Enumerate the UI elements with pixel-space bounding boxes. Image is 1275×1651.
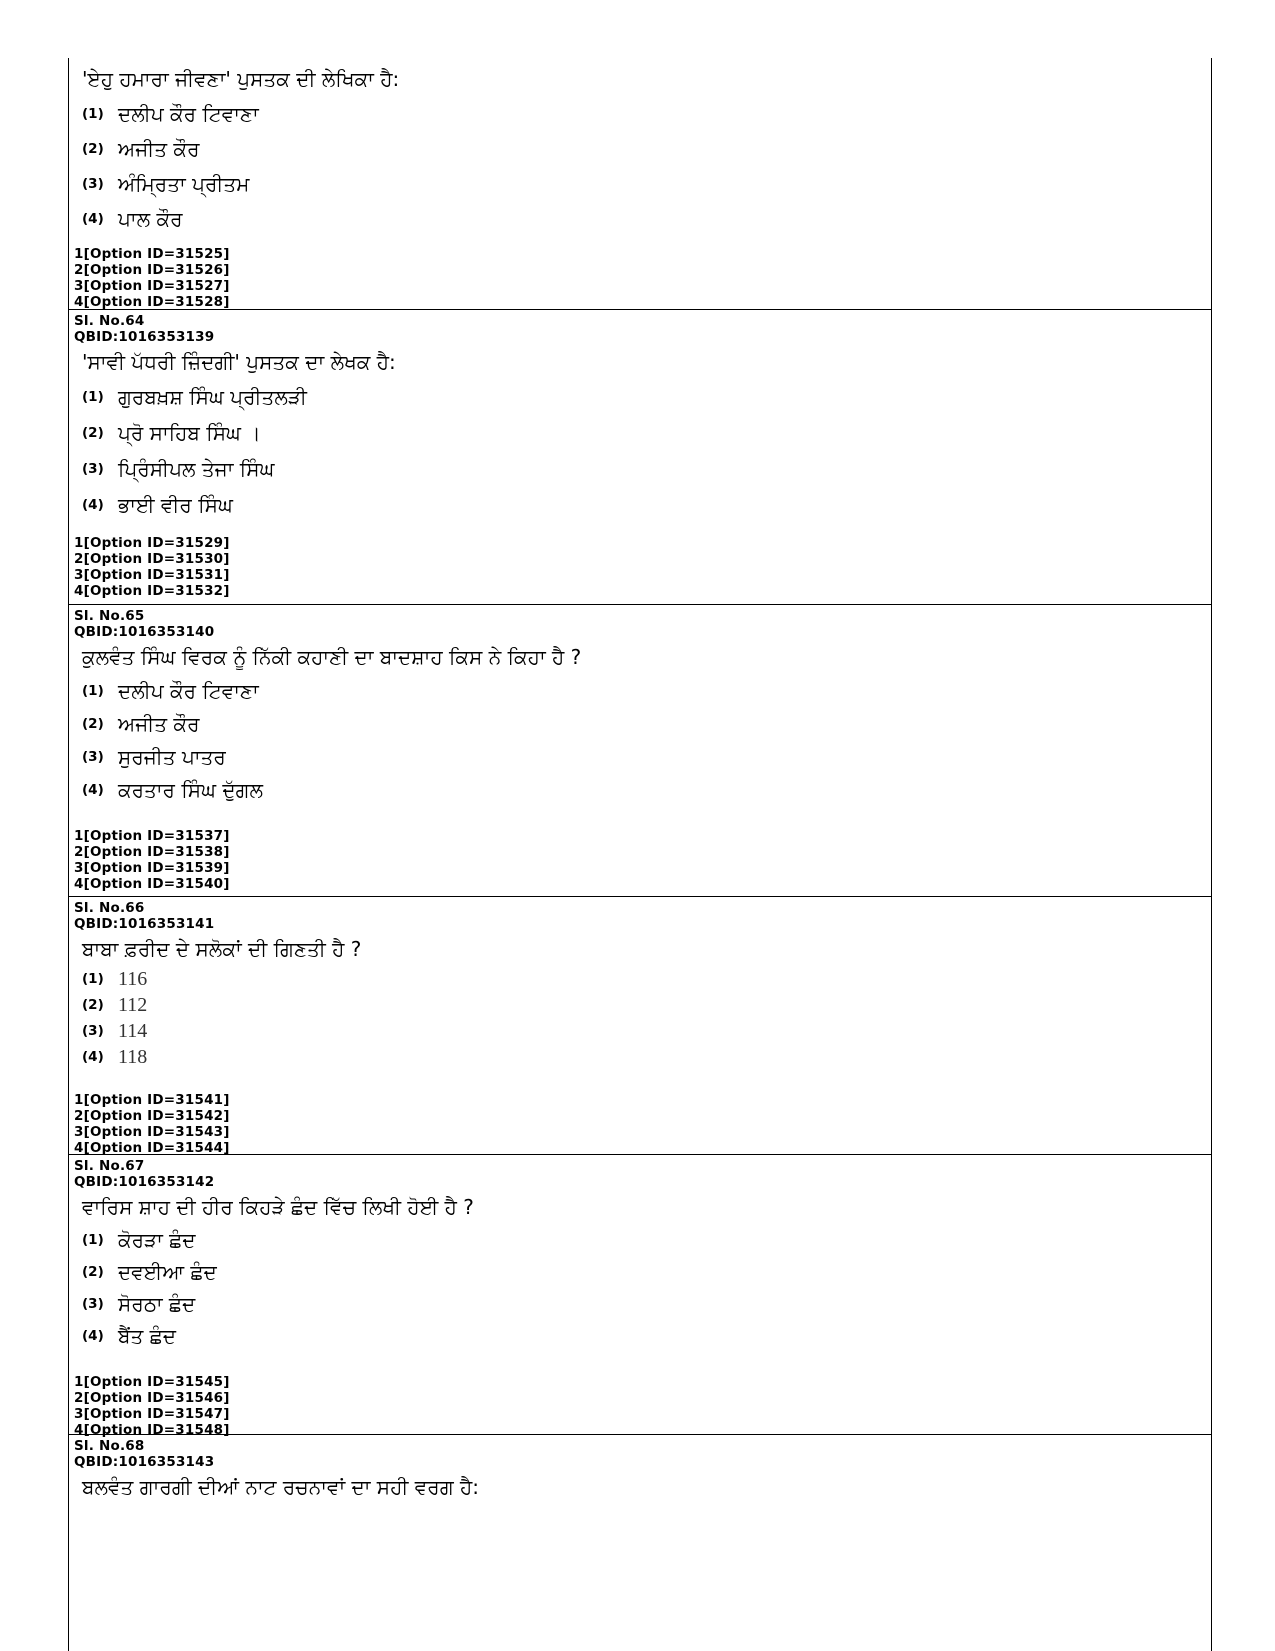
option-id: 1[Option ID=31545] (74, 1374, 230, 1390)
option-3 (82, 740, 1212, 773)
section-divider (68, 1434, 1212, 1435)
option-2 (82, 415, 1212, 451)
option-number: (4) (82, 210, 104, 227)
option-id: 3[Option ID=31531] (74, 567, 230, 583)
option-text: 118 (118, 1046, 148, 1068)
option-id: 1[Option ID=31529] (74, 535, 230, 551)
option-id: 1[Option ID=31525] (74, 246, 230, 262)
option-2 (82, 131, 1212, 166)
option-4 (82, 773, 1212, 806)
option-id-list (74, 535, 1212, 599)
option-number: (3) (82, 175, 104, 192)
option-id-list (74, 1374, 1212, 1438)
option-number: (1) (82, 682, 104, 699)
option-id: 1[Option ID=31537] (74, 828, 230, 844)
option-1 (82, 674, 1212, 707)
option-text: ਅੰਮ੍ਰਿਤਾ ਪ੍ਰੀਤਮ (118, 171, 250, 196)
serial-number: Sl. No.67 (74, 1158, 145, 1174)
option-text: ਦਲੀਪ ਕੌਰ ਟਿਵਾਣਾ (118, 678, 259, 703)
option-number: (4) (82, 781, 104, 798)
option-id: 4[Option ID=31532] (74, 583, 230, 599)
question-text: ਬਾਬਾ ਫ਼ਰੀਦ ਦੇ ਸਲੋਕਾਂ ਦੀ ਗਿਣਤੀ ਹੈ ? (82, 937, 362, 961)
qbid: QBID:1016353141 (74, 916, 215, 932)
option-3 (82, 451, 1212, 487)
option-text: ਭਾਈ ਵੀਰ ਸਿੰਘ (118, 493, 233, 517)
option-id-list (74, 828, 1212, 892)
option-number: (4) (82, 1328, 104, 1344)
question-block-65 (68, 608, 1212, 892)
option-number: (1) (82, 1232, 104, 1248)
option-4 (82, 1044, 1212, 1070)
option-id: 2[Option ID=31546] (74, 1390, 230, 1406)
question-block-68 (68, 1438, 1212, 1504)
option-id: 2[Option ID=31538] (74, 844, 230, 860)
option-id: 2[Option ID=31526] (74, 262, 230, 278)
option-id: 3[Option ID=31539] (74, 860, 230, 876)
section-divider (68, 309, 1212, 310)
option-text: ਦਲੀਪ ਕੌਰ ਟਿਵਾਣਾ (118, 101, 259, 126)
question-block-64 (68, 313, 1212, 599)
option-text: 112 (118, 994, 148, 1016)
option-number: (4) (82, 1049, 104, 1065)
option-text: 114 (118, 1020, 148, 1042)
option-id: 2[Option ID=31530] (74, 551, 230, 567)
option-number: (1) (82, 971, 104, 987)
option-id: 4[Option ID=31528] (74, 294, 230, 310)
option-1 (82, 379, 1212, 415)
option-number: (3) (82, 1023, 104, 1039)
option-4 (82, 201, 1212, 236)
question-text: ਬਲਵੰਤ ਗਾਰਗੀ ਦੀਆਂ ਨਾਟ ਰਚਨਾਵਾਂ ਦਾ ਸਹੀ ਵਰਗ ਹੈ: (82, 1475, 479, 1499)
option-number: (2) (82, 140, 104, 157)
option-3 (82, 1288, 1212, 1320)
option-number: (3) (82, 461, 104, 477)
option-number: (1) (82, 105, 104, 122)
option-1 (82, 96, 1212, 131)
qbid: QBID:1016353143 (74, 1454, 215, 1470)
option-text: ਸੋਰਠਾ ਛੰਦ (118, 1292, 196, 1316)
option-text: ਸੁਰਜੀਤ ਪਾਤਰ (118, 744, 226, 769)
question-block-67 (68, 1158, 1212, 1438)
option-text: ਕੋਰੜਾ ਛੰਦ (118, 1228, 196, 1252)
option-number: (2) (82, 425, 104, 441)
option-text: ਪ੍ਰਿੰਸੀਪਲ ਤੇਜਾ ਸਿੰਘ (118, 457, 275, 481)
option-id: 3[Option ID=31543] (74, 1124, 230, 1140)
question-text: 'ਸਾਵੀ ਪੱਧਰੀ ਜ਼ਿੰਦਗੀ' ਪੁਸਤਕ ਦਾ ਲੇਖਕ ਹੈ: (82, 350, 396, 374)
option-text: ਬੈਂਤ ਛੰਦ (118, 1324, 176, 1348)
serial-number: Sl. No.64 (74, 313, 145, 329)
option-text: ਪਾਲ ਕੌਰ (118, 206, 183, 231)
option-number: (2) (82, 997, 104, 1013)
option-number: (1) (82, 389, 104, 405)
option-number: (2) (82, 715, 104, 732)
option-text: ਗੁਰਬਖ਼ਸ਼ ਸਿੰਘ ਪ੍ਰੀਤਲੜੀ (118, 385, 307, 409)
option-4 (82, 1320, 1212, 1352)
option-text: ਅਜੀਤ ਕੌਰ (118, 711, 200, 736)
section-divider (68, 896, 1212, 897)
option-text: ਪ੍ਰੋ ਸਾਹਿਬ ਸਿੰਘ । (118, 421, 261, 445)
option-text: 116 (118, 968, 148, 990)
option-id: 4[Option ID=31544] (74, 1140, 230, 1156)
option-id-list (74, 1092, 1212, 1156)
question-text: ਵਾਰਿਸ ਸ਼ਾਹ ਦੀ ਹੀਰ ਕਿਹੜੇ ਛੰਦ ਵਿੱਚ ਲਿਖੀ ਹੋਈ ਹੈ ? (82, 1195, 474, 1219)
option-text: ਅਜੀਤ ਕੌਰ (118, 136, 200, 161)
qbid: QBID:1016353140 (74, 624, 215, 640)
option-number: (4) (82, 497, 104, 513)
option-id: 1[Option ID=31541] (74, 1092, 230, 1108)
option-2 (82, 707, 1212, 740)
qbid: QBID:1016353142 (74, 1174, 215, 1190)
option-number: (2) (82, 1264, 104, 1280)
option-id: 3[Option ID=31547] (74, 1406, 230, 1422)
question-block-63 (68, 62, 1212, 310)
option-id: 2[Option ID=31542] (74, 1108, 230, 1124)
question-text: ਕੁਲਵੰਤ ਸਿੰਘ ਵਿਰਕ ਨੂੰ ਨਿੱਕੀ ਕਹਾਣੀ ਦਾ ਬਾਦਸ਼ਾਹ ਕਿਸ ਨੇ ਕਿਹਾ ਹੈ ? (82, 645, 582, 669)
option-text: ਦਵਈਆ ਛੰਦ (118, 1260, 217, 1284)
option-id-list (74, 246, 1212, 310)
option-4 (82, 487, 1212, 523)
qbid: QBID:1016353139 (74, 329, 215, 345)
option-text: ਕਰਤਾਰ ਸਿੰਘ ਦੁੱਗਲ (118, 777, 263, 802)
option-1 (82, 1224, 1212, 1256)
option-id: 3[Option ID=31527] (74, 278, 230, 294)
option-3 (82, 1018, 1212, 1044)
option-id: 4[Option ID=31548] (74, 1422, 230, 1438)
question-text: 'ਏਹੁ ਹਮਾਰਾ ਜੀਵਣਾ' ਪੁਸਤਕ ਦੀ ਲੇਖਿਕਾ ਹੈ: (82, 67, 400, 91)
option-3 (82, 166, 1212, 201)
option-2 (82, 1256, 1212, 1288)
option-2 (82, 992, 1212, 1018)
serial-number: Sl. No.68 (74, 1438, 145, 1454)
serial-number: Sl. No.65 (74, 608, 145, 624)
question-block-66 (68, 900, 1212, 1156)
option-number: (3) (82, 1296, 104, 1312)
option-1 (82, 966, 1212, 992)
option-number: (3) (82, 748, 104, 765)
option-id: 4[Option ID=31540] (74, 876, 230, 892)
section-divider (68, 1154, 1212, 1155)
section-divider (68, 604, 1212, 605)
serial-number: Sl. No.66 (74, 900, 145, 916)
